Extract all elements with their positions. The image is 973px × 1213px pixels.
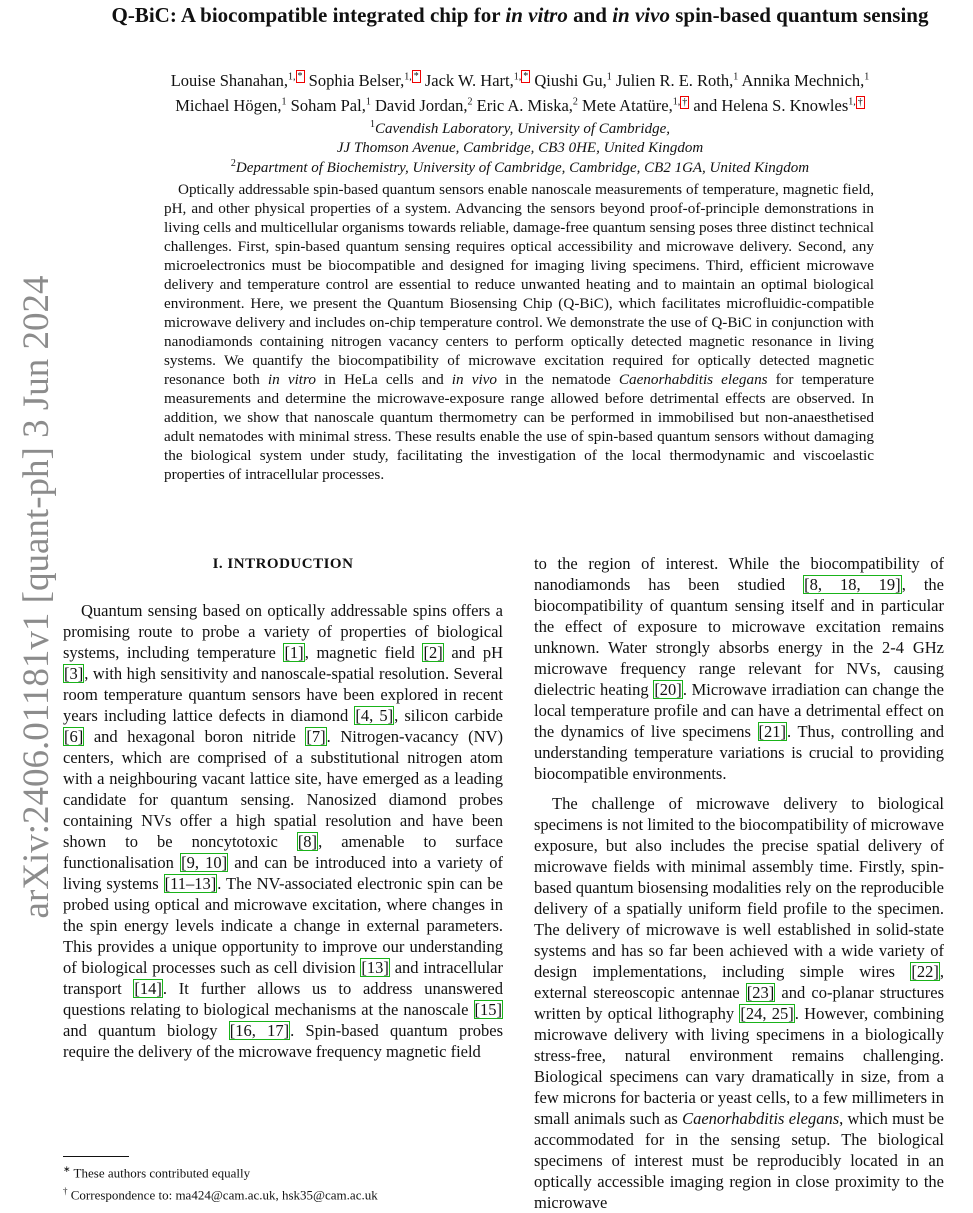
title-text: spin-based quantum sensing xyxy=(669,3,929,27)
citation-link[interactable]: [23] xyxy=(746,983,775,1002)
footnote-rule xyxy=(63,1156,129,1157)
citation-link[interactable]: [8] xyxy=(297,832,318,851)
author-list xyxy=(70,66,970,117)
citation-link[interactable]: [1] xyxy=(284,643,304,662)
citation-link[interactable]: [2] xyxy=(423,643,443,662)
arxiv-identifier[interactable]: arXiv:2406.01181v1 [quant-ph] 3 Jun 2024 xyxy=(16,275,57,919)
author: Sophia Belser,$^{1,}$ * xyxy=(304,70,419,90)
author: Louise Shanahan,$^{1,}$ * xyxy=(170,70,303,90)
citation-link[interactable]: [22] xyxy=(911,962,939,981)
author: Qiushi Gu,$^1$ xyxy=(530,70,612,90)
footnote-link[interactable]: * xyxy=(523,71,529,82)
citation-link[interactable]: [24, 25] xyxy=(740,1004,794,1023)
citation-link[interactable]: [21] xyxy=(758,722,787,741)
author: and Helena S. Knowles$^{1,}$ † xyxy=(689,96,863,115)
citation-link[interactable]: [7] xyxy=(306,727,326,746)
intro-paragraph-2: The challenge of microwave delivery to biological specimens is not limited to the biocompatibility of microwave exposure, but also includes the precise spatial delivery of microwave fields with minimal assembly time. Firstly, spin-based quantum biosensing modalities rely on the reproducible delivery of a spatially uniform field profile to the specimen. The delivery of microwave is well established in solid-state systems and has so far been achieved with a wide variety of design implementations, including simple wires [22], external stereoscopic antennae [23] and co-planar structures written by optical lithography [24, 25]. However, combining microwave delivery with living specimens in a biologically stress-free, natural environment remains challenging. Biological specimens can vary dramatically in size, from a few microns for bacteria or yeast cells, to a few millimeters in small animals such as Caenorhabditis elegans, which must be accommodated for in the sensing setup. The biological specimens of interest must be reproducibly located in an optically accessible imaging region in close proximity to the microwave xyxy=(534,794,945,1212)
affiliation-1: $^1$Cavendish Laboratory, University of Cambridge, JJ Thomson Avenue, Cambridge, CB3 0HE, United Kingdom xyxy=(70,115,970,158)
citation-link[interactable]: [3] xyxy=(64,664,84,683)
author: Soham Pal,$^1$ xyxy=(286,96,371,115)
affiliation-2: $^2$Department of Biochemistry, University of Cambridge, Cambridge, CB2 1GA, United Kingdom xyxy=(230,158,810,176)
paper-title xyxy=(60,4,973,27)
citation-link[interactable]: [9, 10] xyxy=(181,853,228,872)
section-heading-introduction: I. INTRODUCTION xyxy=(212,556,354,572)
footnote-correspondence: † Correspondence to: ma424@cam.ac.uk, hsk35@cam.ac.uk xyxy=(63,1186,378,1203)
footnote-link[interactable]: † xyxy=(682,96,688,108)
author: Annika Mechnich,$^1$ xyxy=(738,70,870,90)
author: Jack W. Hart,$^{1,}$ * xyxy=(420,70,529,90)
author-line-1 xyxy=(70,66,970,92)
author: Julien R. E. Roth,$^1$ xyxy=(611,70,739,90)
citation-link[interactable]: [13] xyxy=(361,958,389,977)
title-italic-in-vivo: in vivo xyxy=(612,3,670,27)
citation-link[interactable]: [4, 5] xyxy=(355,706,394,725)
citation-link[interactable]: [14] xyxy=(134,979,162,998)
citation-link[interactable]: [6] xyxy=(64,727,84,746)
right-column xyxy=(534,553,944,1213)
author: Michael Högen,$^1$ xyxy=(175,96,287,115)
title-text: Q-BiC: A biocompatible integrated chip for xyxy=(111,3,506,27)
author: Mete Atatüre,$^{1,}$ † xyxy=(577,96,688,115)
abstract: Optically addressable spin-based quantum sensors enable nanoscale measurements of temperature, magnetic field, pH, and other physical properties of a system. Advancing the sensors beyond proof-of-principle demonstrations in living cells and multicellular organisms towards reliable, damage-free quantum sensing poses three distinct technical challenges. First, spin-based quantum sensing requires optical accessibility and microwave delivery. Second, any microelectronics must be biocompatible and designed for imaging living specimens. Third, efficient microwave delivery and temperature control are essential to reduce unwanted heating and to maintain an optimal biological environment. Here, we present the Quantum Biosensing Chip (Q-BiC), which facilitates microfluidic-compatible microwave delivery and includes on-chip temperature control. We demonstrate the use of Q-BiC in conjunction with nanodiamonds containing nitrogen vacancy centers to perform optically detected magnetic resonance in living systems. We quantify the biocompatibility of microwave excitation required for optically detected magnetic resonance both in vitro in HeLa cells and in vivo in the nematode Caenorhabditis elegans for temperature measurements and determine the microwave-exposure range allowed before detrimental effects are observed. In addition, we show that nanoscale quantum thermometry can be performed in immobilised but non-anaesthetised adult nematodes with minimal stress. These results enable the use of spin-based quantum sensors without damaging the biological system under study, facilitating the investigation of the local thermodynamic and viscoelastic properties of intracellular processes. xyxy=(164,181,875,483)
author-line-2 xyxy=(70,92,970,118)
author: Eric A. Miska,$^2$ xyxy=(472,96,578,115)
citation-link[interactable]: [16, 17] xyxy=(229,1021,290,1040)
footnote-equal-contribution: ∗ These authors contributed equally xyxy=(63,1164,251,1181)
footnote-link[interactable]: † xyxy=(857,96,863,108)
citation-link[interactable]: [15] xyxy=(474,1000,502,1019)
title-italic-in-vitro: in vitro xyxy=(505,3,568,27)
footnote-link[interactable]: * xyxy=(413,71,419,82)
footnote-link[interactable]: * xyxy=(297,71,303,82)
footnotes xyxy=(63,1160,503,1205)
title-text: and xyxy=(567,3,613,27)
citation-link[interactable]: [8, 18, 19] xyxy=(804,575,901,594)
intro-paragraph-1-continued: to the region of interest. While the biocompatibility of nanodiamonds has been studied [8, 18, 19], the biocompatibility of quantum sensing itself and in particular the effect of exposure to microwave excitation remains unknown. Water strongly absorbs energy in the 2-4 GHz microwave frequency range relevant for NVs, causing dielectric heating [20]. Microwave irradiation can change the local temperature profile and can have a detrimental effect on the dynamics of live specimens [21]. Thus, controlling and understanding temperature variations is crucial to providing biocompatible environments. xyxy=(534,554,944,783)
author: David Jordan,$^2$ xyxy=(370,96,473,115)
affiliation-1-address: JJ Thomson Avenue, Cambridge, CB3 0HE, United Kingdom xyxy=(336,140,704,156)
citation-link[interactable]: [20] xyxy=(654,680,682,699)
citation-link[interactable]: [11–13] xyxy=(164,874,217,893)
intro-paragraph-1: Quantum sensing based on optically addressable spins offers a promising route to probe a variety of properties of biological systems, including temperature [1], magnetic field [2] and pH [3], with high sensitivity and nanoscale-spatial resolution. Several room temperature quantum sensors have been explored in recent years including lattice defects in diamond [4, 5], silicon carbide [6] and hexagonal boron nitride [7]. Nitrogen-vacancy (NV) centers, which are comprised of a substitutional nitrogen atom with a neighbouring vacant lattice site, have emerged as a leading candidate for quantum sensing. Nanosized diamond probes containing NVs offer a high spatial resolution and have been shown to be noncytotoxic [8], amenable to surface functionalisation [9, 10] and can be introduced into a variety of living systems [11–13]. The NV-associated electronic spin can be probed using optical and microwave excitation, where changes in the spin energy levels indicate a change in external parameters. This provides a unique opportunity to improve our understanding of biological processes such as cell division [13] and intracellular transport [14]. It further allows us to address unanswered questions relating to biological mechanisms at the nanoscale [15] and quantum biology [16, 17]. Spin-based quantum probes require the delivery of the microwave frequency magnetic field xyxy=(63,601,504,1061)
